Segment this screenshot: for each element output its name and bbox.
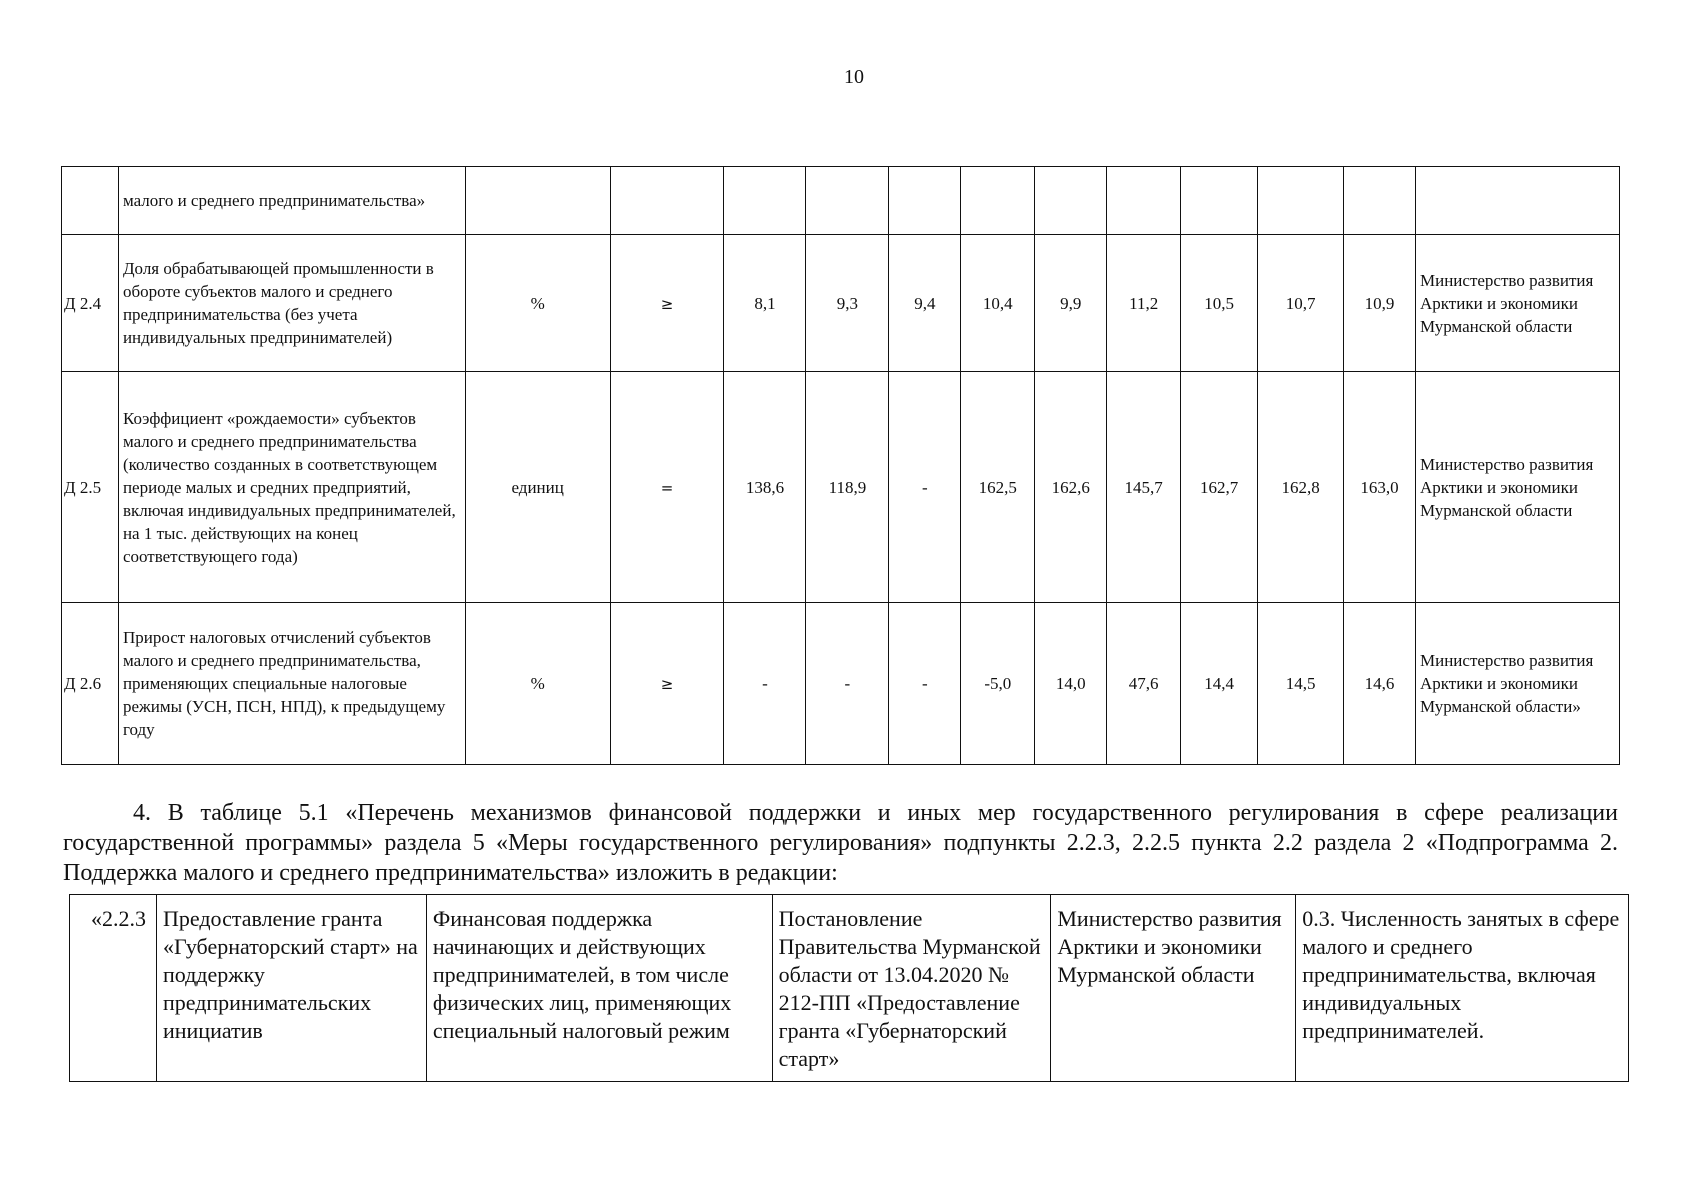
amendment-paragraph: 4. В таблице 5.1 «Перечень механизмов финансовой поддержки и иных мер государственного регулирования в сфере реализации государственной программы» раздела 5 «Меры государственного регулирования» подпункты 2.2.3, 2.2.5 пункта 2.2 раздела 2 «Подпрограмма 2. Поддержка малого и среднего предпринимательства» изложить в редакции: xyxy=(63,800,1618,886)
direction-sign: ≥ xyxy=(660,675,674,693)
indicator-value: 11,2 xyxy=(1107,235,1181,372)
indicator-responsible: Министерство развития Арктики и экономики Мурманской области xyxy=(1416,372,1620,603)
indicator-value: 163,0 xyxy=(1344,372,1416,603)
direction-sign: = xyxy=(660,478,674,497)
indicator-code xyxy=(62,167,119,235)
indicator-row xyxy=(62,167,1620,235)
indicator-row xyxy=(62,372,1620,603)
page-number: 10 xyxy=(844,66,864,88)
indicator-name: малого и среднего предпринимательства» xyxy=(118,167,465,235)
indicator-name: Доля обрабатывающей промышленности в обороте субъектов малого и среднего предпринимательства (без учета индивидуальных предпринимателей) xyxy=(118,235,465,372)
indicator-value: -5,0 xyxy=(961,603,1035,765)
indicator-direction xyxy=(610,235,724,372)
indicator-value: 14,0 xyxy=(1035,603,1107,765)
measure-indicator: 0.3. Численность занятых в сфере малого и среднего предпринимательства, включая индивидуальных предпринимателей. xyxy=(1296,895,1629,1082)
indicator-value: - xyxy=(889,603,961,765)
indicator-unit xyxy=(465,167,610,235)
indicator-value: 162,6 xyxy=(1035,372,1107,603)
indicator-value: 9,3 xyxy=(806,235,889,372)
indicator-value xyxy=(806,167,889,235)
indicator-responsible: Министерство развития Арктики и экономики Мурманской области» xyxy=(1416,603,1620,765)
indicator-value: 9,4 xyxy=(889,235,961,372)
indicator-value: 145,7 xyxy=(1107,372,1181,603)
measure-content: Финансовая поддержка начинающих и действующих предпринимателей, в том числе физических лиц, применяющих специальный налоговый режим xyxy=(426,895,772,1082)
indicator-row xyxy=(62,235,1620,372)
indicator-value: 162,7 xyxy=(1181,372,1258,603)
indicator-value: 14,4 xyxy=(1181,603,1258,765)
indicator-value: 47,6 xyxy=(1107,603,1181,765)
measure-executor: Министерство развития Арктики и экономики Мурманской области xyxy=(1051,895,1296,1082)
indicator-code: Д 2.5 xyxy=(62,372,119,603)
indicator-value xyxy=(889,167,961,235)
measures-table xyxy=(69,894,1629,1082)
direction-sign: ≥ xyxy=(660,294,674,313)
indicator-code: Д 2.6 xyxy=(62,603,119,765)
measure-name: Предоставление гранта «Губернаторский старт» на поддержку предпринимательских инициатив xyxy=(156,895,426,1082)
indicator-value: 10,9 xyxy=(1344,235,1416,372)
indicator-value: 162,8 xyxy=(1258,372,1344,603)
indicator-direction xyxy=(610,167,724,235)
indicator-value: 8,1 xyxy=(724,235,806,372)
indicator-value: 162,5 xyxy=(961,372,1035,603)
indicator-value xyxy=(961,167,1035,235)
indicator-name: Прирост налоговых отчислений субъектов малого и среднего предпринимательства, применяющих специальные налоговые режимы (УСН, ПСН, НПД), к предыдущему году xyxy=(118,603,465,765)
indicators-table xyxy=(61,166,1620,765)
indicator-value xyxy=(1258,167,1344,235)
indicator-unit: % xyxy=(465,603,610,765)
indicator-value: 14,6 xyxy=(1344,603,1416,765)
indicator-value: 10,4 xyxy=(961,235,1035,372)
indicator-value: 9,9 xyxy=(1035,235,1107,372)
indicator-value xyxy=(1035,167,1107,235)
indicator-responsible: Министерство развития Арктики и экономики Мурманской области xyxy=(1416,235,1620,372)
indicator-value: 138,6 xyxy=(724,372,806,603)
indicator-responsible xyxy=(1416,167,1620,235)
indicator-code: Д 2.4 xyxy=(62,235,119,372)
indicator-value: - xyxy=(889,372,961,603)
indicator-value: 14,5 xyxy=(1258,603,1344,765)
measures-table-row xyxy=(70,895,1629,1082)
indicator-value: - xyxy=(806,603,889,765)
indicators-table-body xyxy=(62,167,1620,765)
indicator-value xyxy=(1181,167,1258,235)
indicator-value xyxy=(1344,167,1416,235)
indicator-value: 10,5 xyxy=(1181,235,1258,372)
indicator-value: 118,9 xyxy=(806,372,889,603)
indicator-value xyxy=(1107,167,1181,235)
indicator-value: - xyxy=(724,603,806,765)
measure-number: «2.2.3 xyxy=(70,895,157,1082)
indicator-direction xyxy=(610,603,724,765)
measure-act: Постановление Правительства Мурманской области от 13.04.2020 № 212-ПП «Предоставление гранта «Губернаторский старт» xyxy=(772,895,1051,1082)
indicator-row xyxy=(62,603,1620,765)
indicator-value xyxy=(724,167,806,235)
indicator-unit: % xyxy=(465,235,610,372)
indicator-name: Коэффициент «рождаемости» субъектов малого и среднего предпринимательства (количество созданных в соответствующем периоде малых и средних предприятий, включая индивидуальных предпринимателей, на 1 тыс. действующих на конец соответствующего года) xyxy=(118,372,465,603)
indicator-value: 10,7 xyxy=(1258,235,1344,372)
indicator-unit: единиц xyxy=(465,372,610,603)
indicator-direction xyxy=(610,372,724,603)
